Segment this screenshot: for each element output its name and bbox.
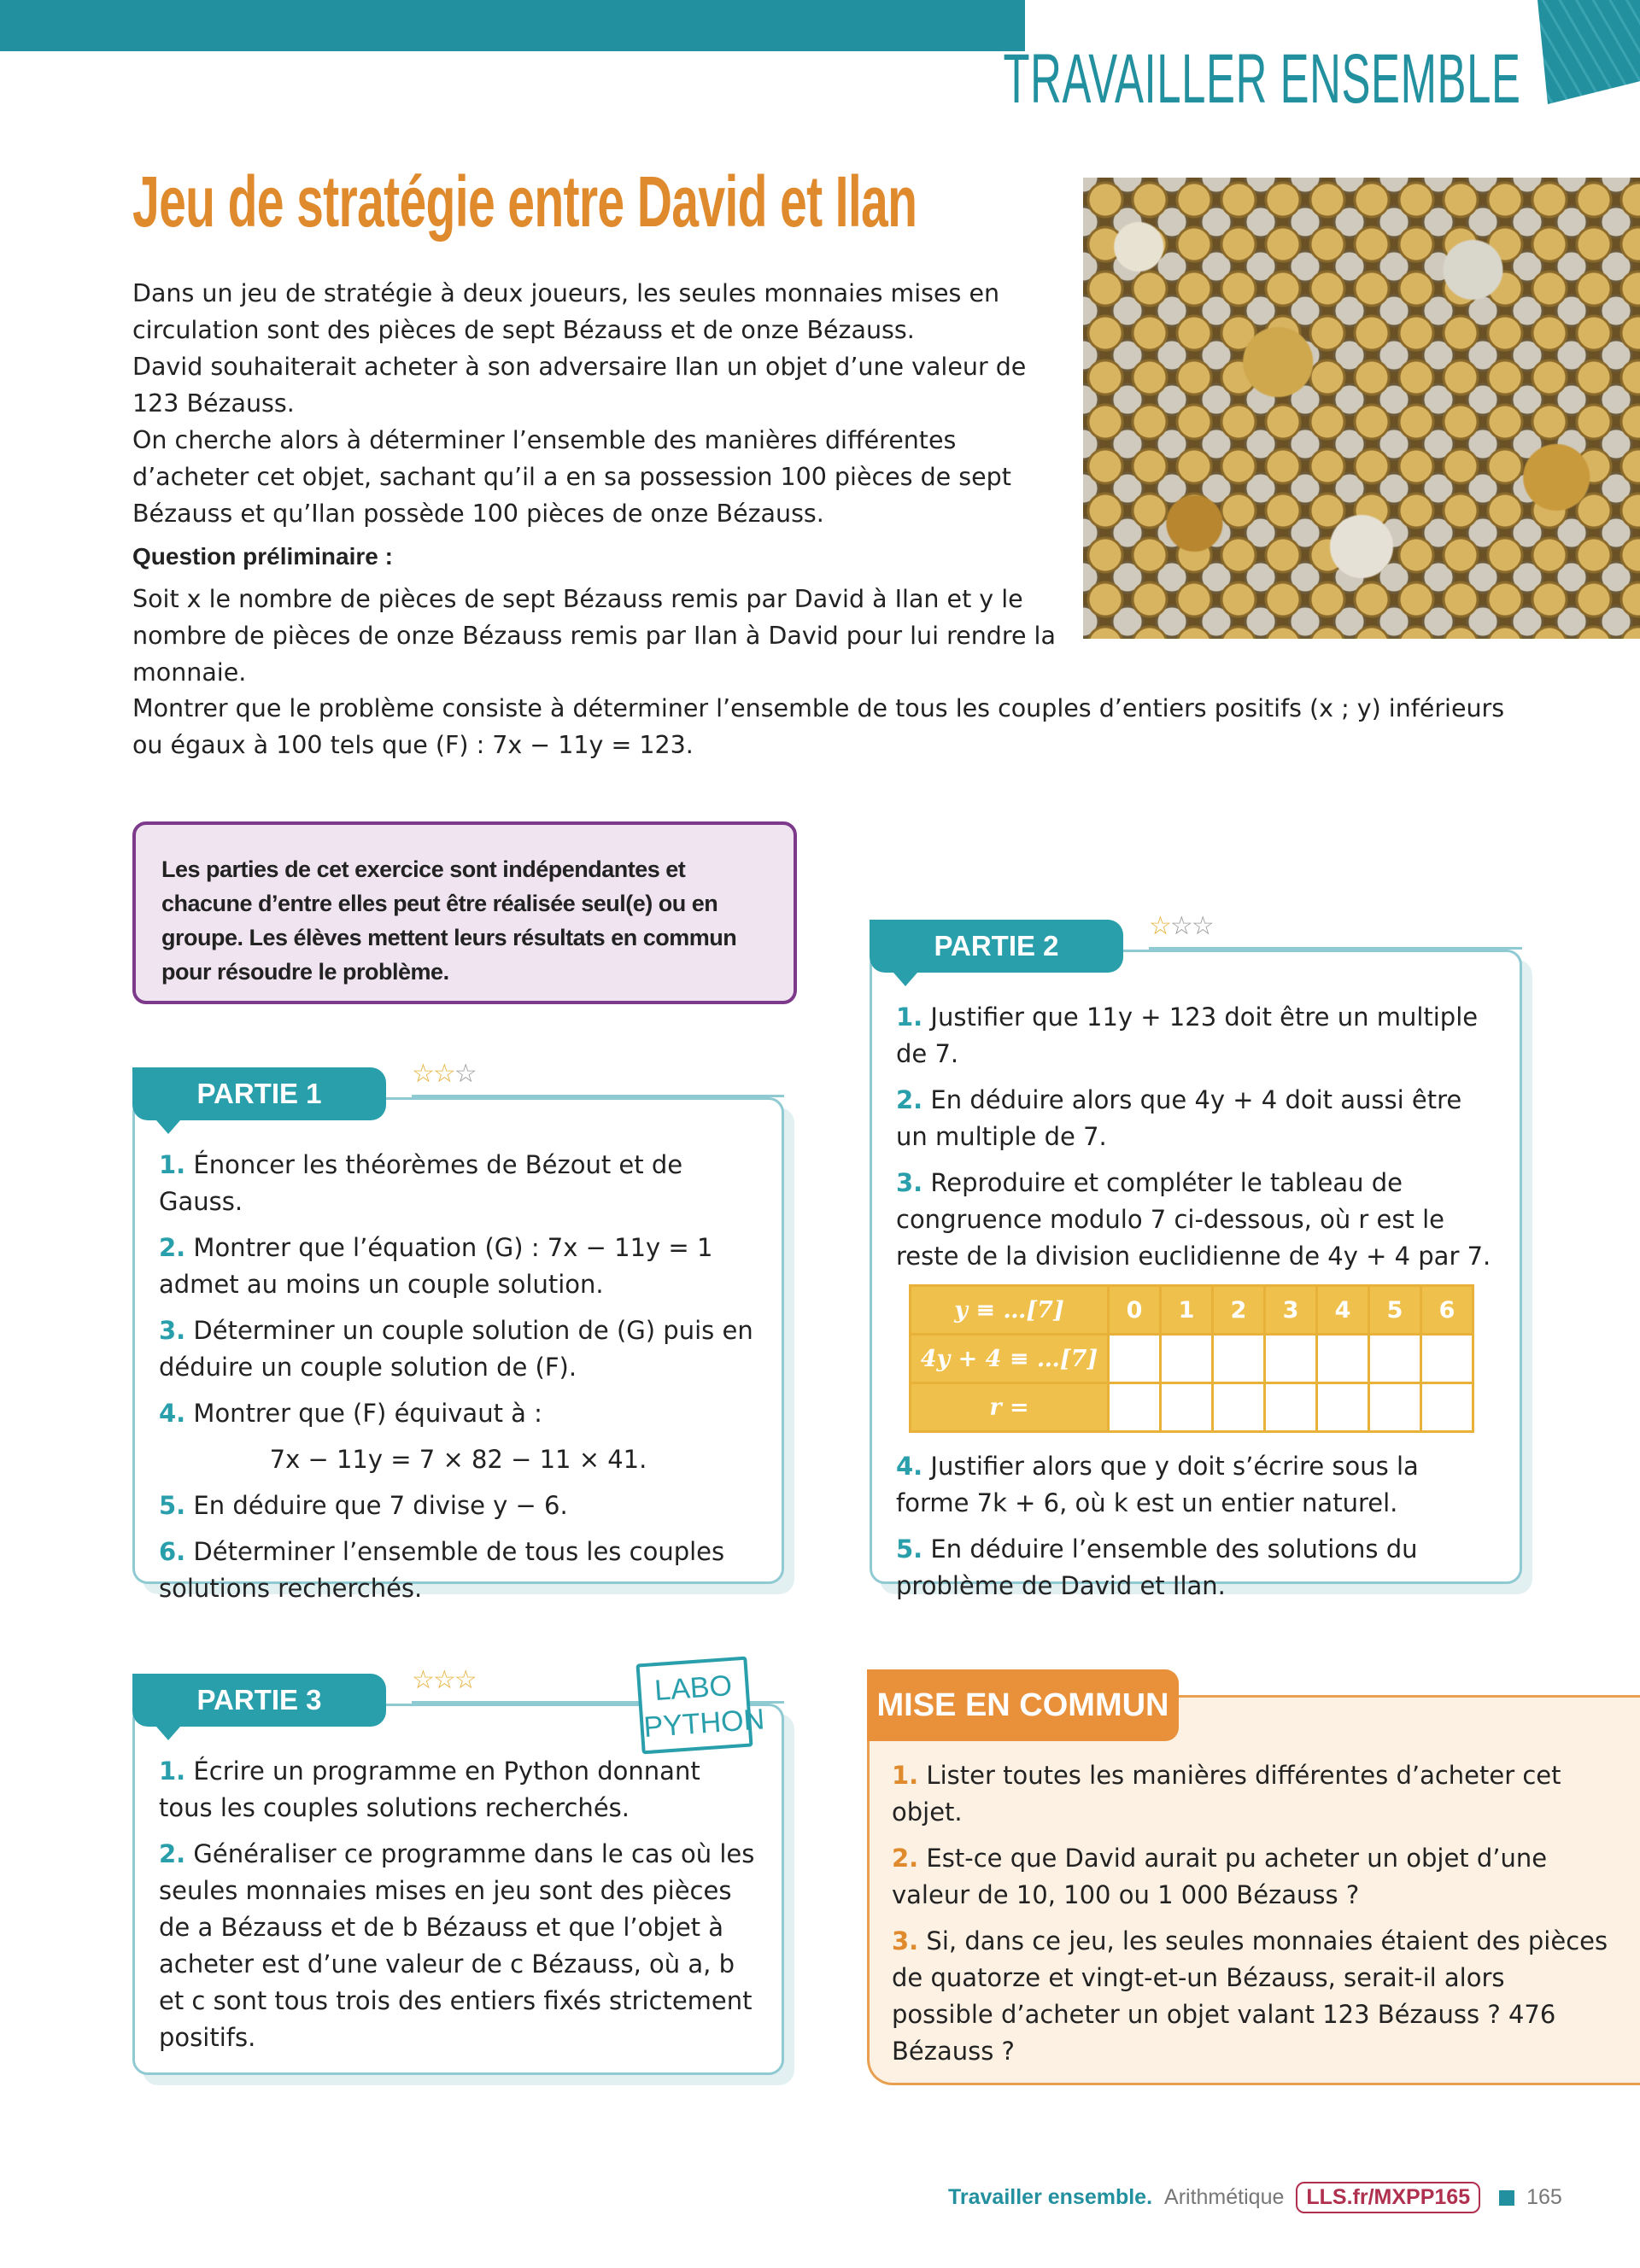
- mise-en-commun-tab: MISE EN COMMUN: [867, 1669, 1179, 1741]
- preliminary-label: Question préliminaire :: [132, 543, 393, 570]
- partie2-card: [870, 950, 1522, 1600]
- cell: [1161, 1383, 1213, 1432]
- mise-en-commun-card: [867, 1695, 1640, 2085]
- cell: [1369, 1383, 1421, 1432]
- cell: [1213, 1383, 1265, 1432]
- divider: [412, 1095, 784, 1097]
- divider: [1149, 947, 1522, 950]
- list-item: 5. En déduire que 7 divise y − 6.: [159, 1491, 568, 1520]
- list-item: 6. Déterminer l’ensemble de tous les couples solutions recherchés.: [159, 1537, 725, 1603]
- info-note: Les parties de cet exercice sont indépendantes et chacune d’entre elles peut être réalisée seul(e) ou en groupe. Les élèves mettent leurs résultats en commun pour résoudre le problème.: [132, 821, 797, 1004]
- row-header: r =: [911, 1383, 1109, 1432]
- partie1-list: [135, 1100, 782, 1607]
- cell: [1161, 1335, 1213, 1383]
- list-item: 2. En déduire alors que 4y + 4 doit aussi être un multiple de 7.: [896, 1085, 1462, 1151]
- list-item: 3. Reproduire et compléter le tableau de congruence modulo 7 ci-dessous, où r est le reste de la division euclidienne de 4y + 4 par 7.: [896, 1168, 1491, 1271]
- intro-paragraph: On cherche alors à déterminer l’ensemble des manières différentes d’acheter cet objet, sachant qu’il a en sa possession 100 pièces de sept Bézauss et qu’Ilan possède 100 pièces de onze Bézauss.: [132, 426, 1011, 528]
- cell: [1109, 1383, 1161, 1432]
- list-item: 4. Montrer que (F) équivaut à :: [159, 1399, 542, 1428]
- difficulty-stars-icon: ☆☆☆: [412, 1665, 476, 1695]
- partie3-list: [135, 1706, 782, 2056]
- footer: [948, 2182, 1562, 2213]
- preliminary-text-2: Montrer que le problème consiste à déterminer l’ensemble de tous les couples d’entiers positifs (x ; y) inférieurs ou égaux à 100 tels que (F) : 7x − 11y = 123.: [132, 694, 1505, 759]
- coins-photo: [1083, 178, 1640, 639]
- row-header: y ≡ …[7]: [911, 1286, 1109, 1335]
- corner-pattern: [1538, 0, 1640, 104]
- list-item: 2. Généraliser ce programme dans le cas où les seules monnaies mises en jeu sont des pièces de a Bézauss et de b Bézauss et que l’objet à acheter est d’une valeur de c Bézauss, où a, b et c sont tous trois des entiers fixés strictement positifs.: [159, 1839, 755, 2052]
- cell: [1421, 1335, 1473, 1383]
- preliminary-text: Soit x le nombre de pièces de sept Bézauss remis par David à Ilan et y le nombre de pièces de onze Bézauss remis par Ilan à David pour lui rendre la monnaie.: [132, 585, 1056, 687]
- partie3-card: [132, 1704, 784, 2075]
- intro-paragraph: David souhaiterait acheter à son adversaire Ilan un objet d’une valeur de 123 Bézauss.: [132, 353, 1027, 418]
- col-header: 3: [1265, 1286, 1317, 1335]
- partie3-tab: PARTIE 3: [132, 1674, 386, 1727]
- partie2-tab: PARTIE 2: [870, 920, 1123, 973]
- congruence-table: [909, 1284, 1474, 1433]
- cell: [1369, 1335, 1421, 1383]
- cell: [1317, 1335, 1369, 1383]
- cell: [1109, 1335, 1161, 1383]
- col-header: 4: [1317, 1286, 1369, 1335]
- list-item: 1. Énoncer les théorèmes de Bézout et de Gauss.: [159, 1150, 683, 1216]
- list-item: 2. Montrer que l’équation (G) : 7x − 11y = 1 admet au moins un couple solution.: [159, 1233, 713, 1299]
- footer-link[interactable]: LLS.fr/MXPP165: [1296, 2182, 1480, 2213]
- col-header: 1: [1161, 1286, 1213, 1335]
- difficulty-stars-icon: ☆☆☆: [412, 1059, 476, 1089]
- cell: [1213, 1335, 1265, 1383]
- cell: [1265, 1335, 1317, 1383]
- labo-python-badge: LABO PYTHON: [636, 1657, 753, 1755]
- list-item: 3. Déterminer un couple solution de (G) puis en déduire un couple solution de (F).: [159, 1316, 753, 1382]
- col-header: 6: [1421, 1286, 1473, 1335]
- page-title: Jeu de stratégie entre David et Ilan: [132, 161, 917, 242]
- list-item: 3. Si, dans ce jeu, les seules monnaies étaient des pièces de quatorze et vingt-et-un Bézauss, serait-il alors possible d’acheter un objet valant 123 Bézauss ? 476 Bézauss ?: [892, 1926, 1608, 2066]
- partie2-list: [872, 952, 1520, 1605]
- list-item: 2. Est-ce que David aurait pu acheter un objet d’une valeur de 10, 100 ou 1 000 Bézauss ?: [892, 1844, 1548, 1909]
- list-item: 4. Justifier alors que y doit s’écrire sous la forme 7k + 6, où k est un entier naturel.: [896, 1452, 1419, 1517]
- row-header: 4y + 4 ≡ …[7]: [911, 1335, 1109, 1383]
- footer-chapter: Arithmétique: [1164, 2185, 1285, 2209]
- mise-list: [870, 1698, 1640, 2070]
- col-header: 2: [1213, 1286, 1265, 1335]
- list-item: 1. Justifier que 11y + 123 doit être un multiple de 7.: [896, 1002, 1479, 1068]
- intro-text: [132, 275, 1055, 532]
- cell: [1265, 1383, 1317, 1432]
- header-band: [0, 0, 1025, 51]
- difficulty-stars-icon: ☆☆☆: [1149, 911, 1213, 941]
- col-header: 0: [1109, 1286, 1161, 1335]
- cell: [1317, 1383, 1369, 1432]
- list-item: 5. En déduire l’ensemble des solutions du problème de David et Ilan.: [896, 1534, 1418, 1600]
- list-item: 1. Écrire un programme en Python donnant tous les couples solutions recherchés.: [159, 1757, 700, 1822]
- intro-paragraph: Dans un jeu de stratégie à deux joueurs, les seules monnaies mises en circulation sont des pièces de sept Bézauss et de onze Bézauss.: [132, 279, 1000, 344]
- page-number: 165: [1526, 2185, 1562, 2209]
- section-title: TRAVAILLER ENSEMBLE: [1002, 40, 1520, 118]
- partie1-tab: PARTIE 1: [132, 1067, 386, 1120]
- cell: [1421, 1383, 1473, 1432]
- footer-section: Travailler ensemble.: [948, 2185, 1153, 2209]
- equation: 7x − 11y = 7 × 82 − 11 × 41.: [269, 1445, 647, 1474]
- col-header: 5: [1369, 1286, 1421, 1335]
- partie1-card: [132, 1097, 784, 1603]
- square-icon: [1499, 2190, 1514, 2206]
- list-item: 1. Lister toutes les manières différentes d’acheter cet objet.: [892, 1761, 1561, 1827]
